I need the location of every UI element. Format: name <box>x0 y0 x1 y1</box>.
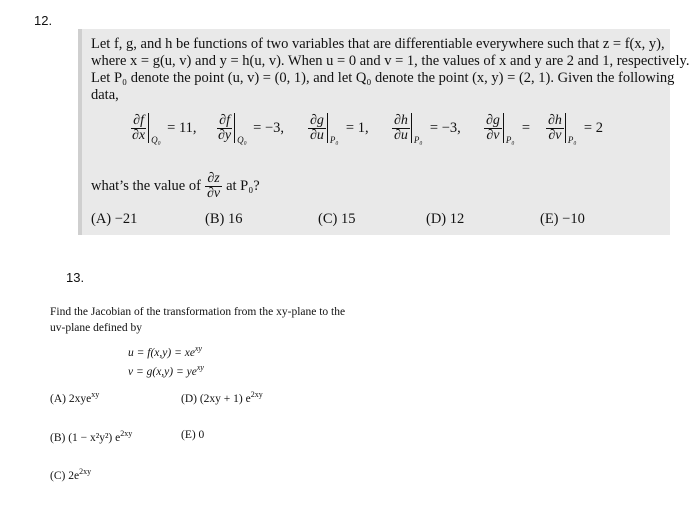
prompt-prefix: what’s the value of <box>91 178 201 194</box>
opt-a-text: (A) 2xye <box>50 392 92 405</box>
opt-b-text: (B) (1 − x²y²) e <box>50 431 121 444</box>
q13-line-1: Find the Jacobian of the transformation from the xy-plane to the <box>50 306 346 318</box>
q12-option-b[interactable]: (B) 16 <box>205 211 243 227</box>
deriv-sub: P₀ <box>413 135 423 145</box>
derivative-df-dx <box>130 113 197 143</box>
deriv-sub: Q₀ <box>151 135 161 145</box>
q12-line-1: Let f, g, and h be functions of two variables that are differentiable everywhere such that z = f(x, y), <box>91 36 665 52</box>
question-12-text <box>91 36 690 104</box>
derivative-df-dy <box>216 113 284 143</box>
prompt-den: ∂v <box>206 186 221 201</box>
deriv-value: = −3, <box>429 119 461 136</box>
q13-option-c[interactable] <box>50 467 91 482</box>
question-12-number: 12. <box>34 13 53 28</box>
opt-c-sup: 2xy <box>79 467 92 476</box>
q12-option-a[interactable]: (A) −21 <box>91 211 138 227</box>
eq-v-text: v = g(x,y) = ye <box>128 365 197 378</box>
derivative-dh-du <box>392 113 461 143</box>
opt-d-text: (D) (2xy + 1) e <box>181 392 251 405</box>
deriv-value: = 11, <box>167 119 197 136</box>
deriv-value: = <box>521 119 531 136</box>
q12-option-c[interactable]: (C) 15 <box>318 211 356 227</box>
scan-panel-edge <box>78 29 82 235</box>
deriv-num: ∂h <box>548 112 562 128</box>
q12-option-d[interactable]: (D) 12 <box>426 211 465 227</box>
q13-option-b[interactable] <box>50 429 132 444</box>
q12-line-3: Let P₀ denote the point (u, v) = (0, 1), and let Q₀ denote the point (x, y) = (2, 1). Given the following <box>91 70 675 86</box>
q13-option-e[interactable] <box>181 429 204 441</box>
deriv-den: ∂v <box>486 127 500 143</box>
deriv-den: ∂v <box>548 127 562 143</box>
q13-line-2: uv-plane defined by <box>50 322 142 334</box>
deriv-den: ∂u <box>394 127 408 143</box>
deriv-value: = 2 <box>583 119 603 136</box>
deriv-value: = 1, <box>345 119 369 136</box>
deriv-den: ∂u <box>310 127 324 143</box>
deriv-value: = −3, <box>253 119 284 136</box>
deriv-sub: P₀ <box>567 135 577 145</box>
question-12-prompt <box>91 172 260 201</box>
opt-b-sup: 2xy <box>120 429 133 438</box>
deriv-den: ∂x <box>132 127 146 143</box>
question-13-number: 13. <box>66 270 85 285</box>
opt-c-text: (C) 2e <box>50 469 80 482</box>
deriv-sub: P₀ <box>329 135 339 145</box>
q13-equation-v <box>128 363 204 378</box>
deriv-num: ∂h <box>394 112 408 128</box>
derivative-dh-dv <box>546 113 603 143</box>
deriv-num: ∂f <box>133 112 144 128</box>
deriv-num: ∂g <box>486 112 500 128</box>
deriv-den: ∂y <box>218 127 232 143</box>
prompt-suffix: at P₀? <box>226 178 260 194</box>
opt-a-sup: xy <box>91 390 100 399</box>
eq-u-text: u = f(x,y) = xe <box>128 346 195 359</box>
q12-option-e[interactable]: (E) −10 <box>540 211 585 227</box>
deriv-num: ∂f <box>219 112 230 128</box>
opt-d-sup: 2xy <box>250 390 263 399</box>
q12-line-2: where x = g(u, v) and y = h(u, v). When u = 0 and v = 1, the values of x and y are 2 and 1, respectively. <box>91 53 690 69</box>
opt-e-text: (E) 0 <box>181 429 205 441</box>
derivative-dg-du <box>308 113 369 143</box>
deriv-sub: P₀ <box>505 135 515 145</box>
eq-u-sup: xy <box>194 344 203 353</box>
derivative-dg-dv <box>484 113 530 143</box>
q13-equation-u <box>128 344 202 359</box>
q12-line-4: data, <box>91 87 119 103</box>
prompt-num: ∂z <box>207 171 220 186</box>
eq-v-sup: xy <box>196 363 204 372</box>
q13-option-a[interactable] <box>50 390 99 405</box>
deriv-sub: Q₀ <box>237 135 247 145</box>
q13-option-d[interactable] <box>181 390 263 405</box>
deriv-num: ∂g <box>310 112 324 128</box>
